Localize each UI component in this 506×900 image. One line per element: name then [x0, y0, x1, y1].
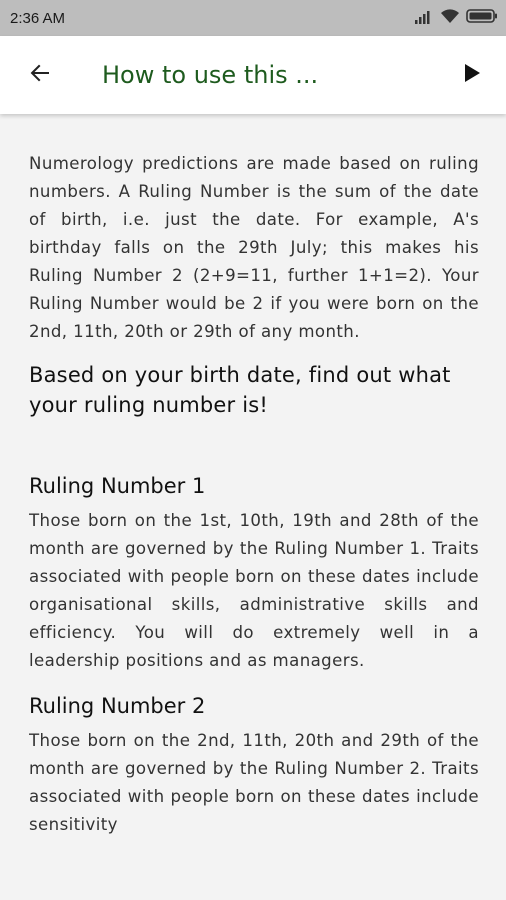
- section-text: Those born on the 1st, 10th, 19th and 28th of the month are governed by the Ruling Number 1. Traits associated with people born on these dates include organisational skills, administrative skills and efficiency. You will do extremely well in a leadership positions and as managers.: [29, 511, 479, 670]
- signal-icon: [414, 9, 434, 28]
- status-bar: [0, 0, 506, 36]
- battery-icon: [466, 8, 498, 28]
- back-button[interactable]: [26, 61, 54, 89]
- status-icons: [414, 8, 498, 28]
- intro-paragraph: Numerology predictions are made based on ruling numbers. A Ruling Number is the sum of the date of birth, i.e. just the date. For example, A's birthday falls on the 29th July; this makes his Ruling Number 2 (2+9=11, further 1+1=2). Your Ruling Number would be 2 if you were born on the 2nd, 11th, 20th or 29th of any month.: [29, 154, 479, 341]
- intro-headline: Based on your birth date, find out what your ruling number is!: [29, 363, 451, 417]
- wifi-icon: [440, 8, 460, 28]
- play-button[interactable]: [458, 61, 486, 89]
- status-time: 2:36 AM: [10, 9, 66, 27]
- play-icon: [463, 63, 481, 87]
- page-title: How to use this ...: [102, 61, 319, 89]
- section-title: Ruling Number 2: [29, 694, 206, 718]
- arrow-left-icon: [28, 61, 52, 89]
- ruling-number-section: [29, 471, 479, 675]
- ruling-number-section: [29, 691, 479, 839]
- section-title: Ruling Number 1: [29, 474, 206, 498]
- content-scroll[interactable]: [29, 150, 479, 886]
- section-text: Those born on the 2nd, 11th, 20th and 29th of the month are governed by the Ruling Number 2. Traits associated with people born on these dates include sensitivity: [29, 731, 479, 834]
- app-bar: [0, 36, 506, 114]
